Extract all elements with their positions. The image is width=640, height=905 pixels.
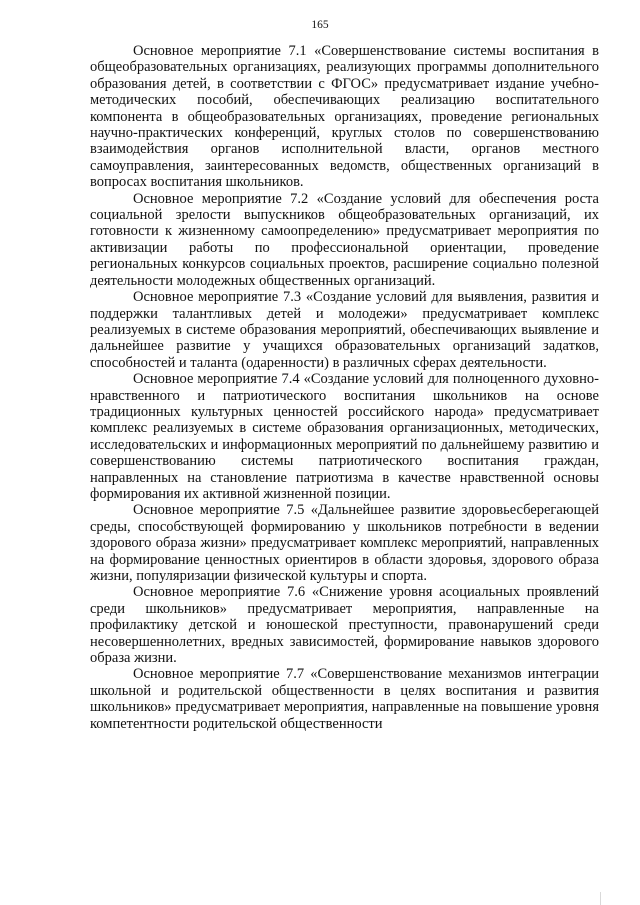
paragraph-7-3: Основное мероприятие 7.3 «Создание условий для выявления, развития и поддержки талантливых детей и молодежи» предусматривает комплекс реализуемых в системе образования мероприятий, обеспечивающих выявление и дальнейшее развитие у учащихся образовательных организаций задатков, способностей и таланта (одаренности) в различных сферах деятельности. xyxy=(90,289,599,371)
scan-edge-mark xyxy=(600,892,601,905)
paragraph-7-2: Основное мероприятие 7.2 «Создание условий для обеспечения роста социальной зрелости выпускников общеобразовательных организаций, их готовности к жизненному самоопределению» предусматривает мероприятия по активизации работы по профессиональной ориентации, проведение региональных конкурсов социальных проектов, расширение социально полезной деятельности молодежных общественных организаций. xyxy=(90,190,599,289)
paragraph-7-5: Основное мероприятие 7.5 «Дальнейшее развитие здоровьесберегающей среды, способствующей формированию у школьников потребности в ведении здорового образа жизни» предусматривает комплекс мероприятий, направленных на формирование ценностных ориентиров в области здоровья, здорового образа жизни, популяризации физической культуры и спорта. xyxy=(90,502,599,584)
paragraph-7-7: Основное мероприятие 7.7 «Совершенствование механизмов интеграции школьной и родительской общественности в целях воспитания и развития школьников» предусматривает мероприятия, направленные на повышение уровня компетентности родительской общественности xyxy=(90,666,599,732)
paragraph-7-6: Основное мероприятие 7.6 «Снижение уровня асоциальных проявлений среди школьников» предусматривает мероприятия, направленные на профилактику детской и юношеской преступности, правонарушений среди несовершеннолетних, вредных зависимостей, формирование навыков здорового образа жизни. xyxy=(90,584,599,667)
page-number: 165 xyxy=(311,19,329,31)
paragraph-7-4: Основное мероприятие 7.4 «Создание условий для полноценного духовно-нравственного и патриотического воспитания школьников на основе традиционных культурных ценностей российского народа» предусматривает комплекс реализуемых в системе образования организационных, методических, исследовательских и информационных мероприятий по дальнейшему развитию и совершенствованию системы патриотического воспитания граждан, направленных на становление патриотизма в качестве нравственной основы формирования их активной жизненной позиции. xyxy=(90,371,599,502)
body-text xyxy=(90,43,599,732)
paragraph-7-1: Основное мероприятие 7.1 «Совершенствование системы воспитания в общеобразовательных организациях, реализующих программы дополнительного образования детей, в соответствии с ФГОС» предусматривает издание учебно-методических пособий, обеспечивающих реализацию воспитательного компонента в общеобразовательных организациях, проведение региональных научно-практических конференций, круглых столов по совершенствованию взаимодействия органов исполнительной власти, органов местного самоуправления, заинтересованных ведомств, общественных организаций в вопросах воспитания школьников. xyxy=(90,43,599,191)
